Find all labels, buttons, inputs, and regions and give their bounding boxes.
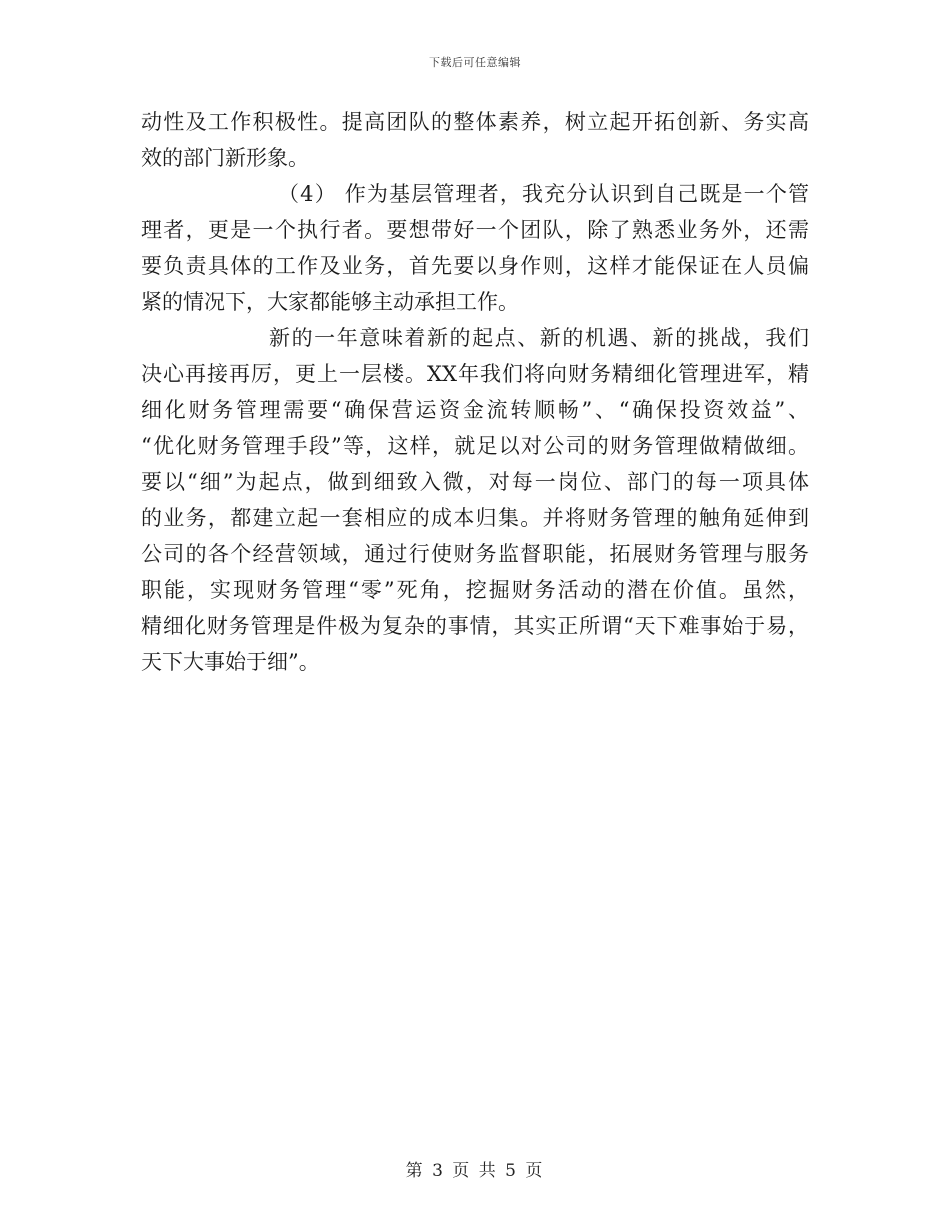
body-line: 理者，更是一个执行者。要想带好一个团队，除了熟悉业务外，还需 bbox=[141, 218, 809, 242]
body-line: 效的部门新形象。 bbox=[141, 146, 309, 170]
page-number: 第 3 页 共 5 页 bbox=[405, 1161, 545, 1181]
body-line: 精细化财务管理是件极为复杂的事情，其实正所谓“天下难事始于易， bbox=[141, 614, 809, 638]
body-line: 要以“细”为起点，做到细致入微，对每一岗位、部门的每一项具体 bbox=[141, 470, 809, 494]
body-line: 决心再接再厉，更上一层楼。XX年我们将向财务精细化管理进军，精 bbox=[141, 362, 809, 386]
page-header: 下载后可任意编辑 bbox=[429, 56, 521, 69]
document-body bbox=[141, 104, 809, 680]
paragraph-new-year-start: 新的一年意味着新的起点、新的机遇、新的挑战，我们 bbox=[269, 326, 809, 350]
body-line: 动性及工作积极性。提高团队的整体素养，树立起开拓创新、务实高 bbox=[141, 110, 809, 134]
body-line: 要负责具体的工作及业务，首先要以身作则，这样才能保证在人员偏 bbox=[141, 254, 809, 278]
body-line: 的业务，都建立起一套相应的成本归集。并将财务管理的触角延伸到 bbox=[141, 506, 809, 530]
body-line: 公司的各个经营领域，通过行使财务监督职能，拓展财务管理与服务 bbox=[141, 542, 809, 566]
body-line: “优化财务管理手段”等，这样，就足以对公司的财务管理做精做细。 bbox=[141, 434, 809, 458]
body-line: 职能，实现财务管理“零”死角，挖掘财务活动的潜在价值。虽然， bbox=[141, 578, 809, 602]
paragraph-4-start: （4） 作为基层管理者，我充分认识到自己既是一个管 bbox=[278, 182, 809, 206]
body-line: 紧的情况下，大家都能够主动承担工作。 bbox=[141, 290, 519, 314]
body-line: 细化财务管理需要“确保营运资金流转顺畅”、“确保投资效益”、 bbox=[141, 398, 809, 422]
body-line: 天下大事始于细”。 bbox=[141, 650, 320, 674]
